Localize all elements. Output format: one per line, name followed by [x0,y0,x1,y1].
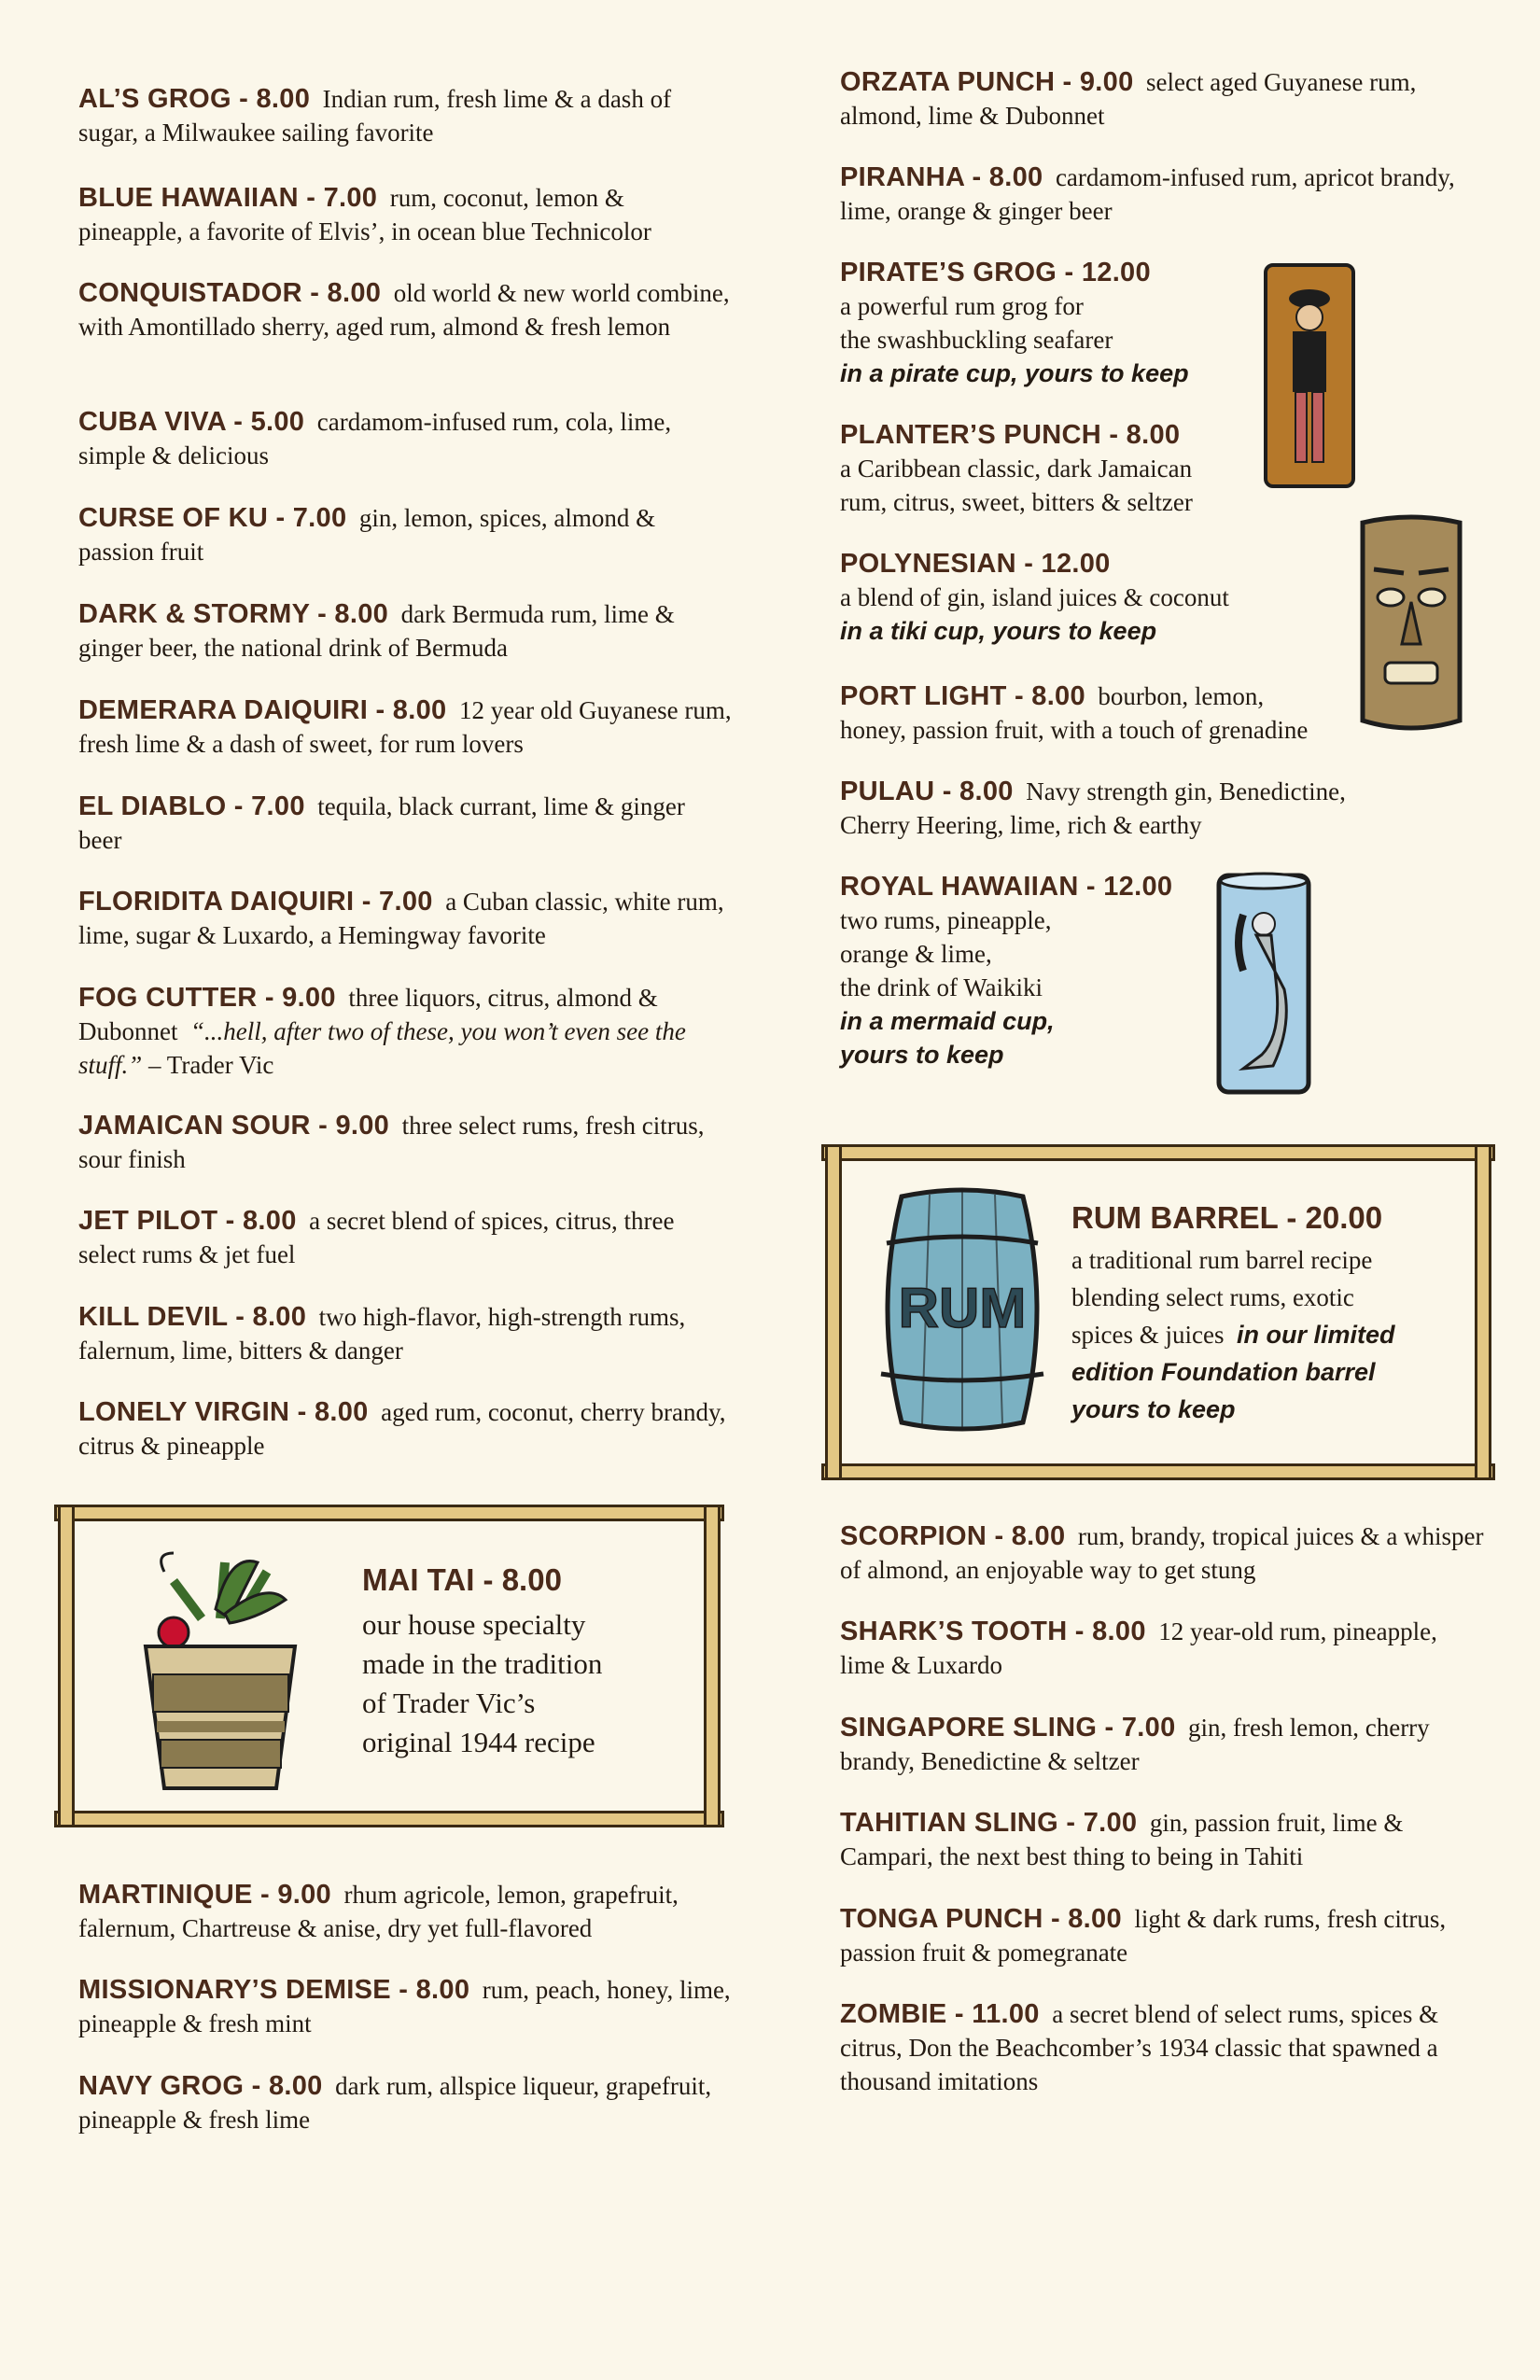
menu-item [78,501,732,568]
mai-tai-box [54,1505,724,1827]
drink-description: three liquors, citrus, almond & Dubonnet [78,984,658,1045]
drink-description: a Cuban classic, white rum, lime, sugar & Luxardo, a Hemingway favorite [78,888,724,949]
drink-description: light & dark rums, fresh citrus, passion fruit & pomegranate [840,1905,1447,1967]
menu-item [840,161,1484,228]
mai-tai-desc-line: our house specialty [362,1608,586,1641]
menu-item [78,276,732,343]
drink-name: PIRATE’S GROG - 12.00 [840,258,1151,287]
drink-description: rum, citrus, sweet, bitters & seltzer [840,488,1193,516]
rum-barrel-promo: edition Foundation barrel [1071,1358,1376,1386]
menu-item [78,405,732,472]
mai-tai-glass-icon [136,1544,304,1796]
bamboo-frame-bottom [54,1811,724,1827]
mai-tai-title: MAI TAI - 8.00 [362,1562,562,1597]
drink-description: 12 year old Guyanese rum, fresh lime & a dash of sweet, for rum lovers [78,696,732,758]
drink-description: cardamom-infused rum, apricot brandy, lime, orange & ginger beer [840,163,1455,225]
drink-name: JET PILOT - 8.00 [78,1206,297,1236]
drink-description: a powerful rum grog for [840,292,1084,320]
drink-name: JAMAICAN SOUR - 9.00 [78,1111,390,1141]
drink-description: 12 year-old rum, pineapple, lime & Luxardo [840,1617,1437,1679]
drink-description: dark rum, allspice liqueur, grapefruit, pineapple & fresh lime [78,2072,712,2134]
drink-description: a Caribbean classic, dark Jamaican [840,455,1193,483]
drink-promo: in a pirate cup, yours to keep [840,359,1189,387]
menu-item [78,181,732,248]
menu-item [78,885,732,952]
drink-name: KILL DEVIL - 8.00 [78,1302,307,1332]
drink-description: gin, fresh lemon, cherry brandy, Benedictine & seltzer [840,1714,1430,1775]
bamboo-frame-left [825,1144,842,1480]
drink-description: old world & new world combine, with Amontillado sherry, aged rum, almond & fresh lemon [78,279,730,341]
bamboo-frame-left [58,1505,75,1827]
drink-name: AL’S GROG - 8.00 [78,84,311,114]
drink-description: orange & lime, [840,940,992,968]
drink-name: ZOMBIE - 11.00 [840,1999,1040,2029]
mai-tai-desc-line: of Trader Vic’s [362,1687,536,1719]
drink-name: PULAU - 8.00 [840,777,1014,806]
mai-tai-desc-line: made in the tradition [362,1647,603,1680]
drink-promo: in a mermaid cup, [840,1007,1055,1035]
drink-description: tequila, black currant, lime & ginger beer [78,792,685,854]
menu-item [840,1711,1484,1778]
drink-name: PORT LIGHT - 8.00 [840,681,1085,711]
drink-name: BLUE HAWAIIAN - 7.00 [78,183,378,213]
menu-item [840,1615,1484,1682]
rum-barrel-desc: a traditional rum barrel recipe [1071,1246,1373,1274]
drink-description: the swashbuckling seafarer [840,326,1113,354]
drink-name: DARK & STORMY - 8.00 [78,599,389,629]
menu-item [78,2069,732,2136]
menu-item-royal-hawaiian [840,870,1213,1071]
bamboo-frame-top [821,1144,1495,1161]
tiki-cup-icon [1351,513,1471,737]
drink-name: ROYAL HAWAIIAN - 12.00 [840,872,1173,902]
drink-description: honey, passion fruit, with a touch of grenadine [840,716,1309,744]
rum-barrel-title: RUM BARREL - 20.00 [1071,1200,1383,1235]
bamboo-frame-bottom [821,1463,1495,1480]
menu-item [78,981,732,1082]
drink-name: FLORIDITA DAIQUIRI - 7.00 [78,887,433,917]
menu-item-planters-punch [840,418,1288,519]
drink-description: gin, lemon, spices, almond & passion fruit [78,504,656,566]
drink-name: CUBA VIVA - 5.00 [78,407,305,437]
drink-description: two rums, pineapple, [840,906,1052,934]
rum-barrel-promo: in our limited [1236,1321,1395,1349]
drink-quote: “...hell, after two of these, you won’t even see the stuff.” [78,1017,686,1079]
rum-barrel-box [821,1144,1495,1480]
rum-barrel-icon [874,1187,1051,1432]
rum-barrel-desc: spices & juices [1071,1321,1225,1349]
drink-description: the drink of Waikiki [840,973,1043,1001]
barrel-label: RUM [898,1277,1027,1339]
drink-name: SHARK’S TOOTH - 8.00 [840,1617,1146,1646]
drink-description: a secret blend of spices, citrus, three select rums & jet fuel [78,1207,675,1268]
drink-description: bourbon, lemon, [1098,682,1265,710]
drink-description: rum, coconut, lemon & pineapple, a favorite of Elvis’, in ocean blue Technicolor [78,184,651,245]
rum-barrel-promo: yours to keep [1071,1395,1236,1423]
menu-item [840,1519,1484,1587]
drink-description: rum, brandy, tropical juices & a whisper of almond, an enjoyable way to get stung [840,1522,1484,1584]
drink-description: aged rum, coconut, cherry brandy, citrus & pineapple [78,1398,726,1460]
drink-description: select aged Guyanese rum, almond, lime & Dubonnet [840,68,1417,130]
mai-tai-desc-line: original 1944 recipe [362,1726,595,1758]
drink-name: MARTINIQUE - 9.00 [78,1880,331,1910]
menu-item-port-light [840,679,1363,747]
drink-name: POLYNESIAN - 12.00 [840,549,1111,579]
drink-name: NAVY GROG - 8.00 [78,2071,323,2101]
menu-item [78,1878,732,1945]
drink-description: Cherry Heering, lime, rich & earthy [840,811,1202,839]
drink-name: TAHITIAN SLING - 7.00 [840,1808,1138,1838]
drink-description: a secret blend of select rums, spices & citrus, Don the Beachcomber’s 1934 classic that spawned a thousand imitations [840,2000,1439,2095]
drink-name: PLANTER’S PUNCH - 8.00 [840,420,1181,450]
drink-description: rum, peach, honey, lime, pineapple & fresh mint [78,1976,731,2037]
drink-description: cardamom-infused rum, cola, lime, simple & delicious [78,408,672,469]
drink-description: Navy strength gin, Benedictine, [1026,777,1346,805]
drink-name: CONQUISTADOR - 8.00 [78,278,382,308]
drink-description: dark Bermuda rum, lime & ginger beer, the national drink of Bermuda [78,600,675,662]
menu-item [78,1300,732,1367]
drink-name: DEMERARA DAIQUIRI - 8.00 [78,695,447,725]
menu-item [78,790,732,857]
drink-description: rhum agricole, lemon, grapefruit, falernum, Chartreuse & anise, dry yet full-flavored [78,1881,679,1942]
drink-promo: yours to keep [840,1041,1004,1069]
menu-item [78,1109,732,1176]
menu-item [78,1395,732,1463]
drink-description: three select rums, fresh citrus, sour finish [78,1112,705,1173]
drink-name: SINGAPORE SLING - 7.00 [840,1713,1176,1743]
drink-name: SCORPION - 8.00 [840,1521,1066,1551]
menu-item [840,1997,1484,2098]
menu-item-pirates-grog [840,256,1288,390]
menu-item [78,597,732,665]
bamboo-frame-right [704,1505,721,1827]
drink-description: gin, passion fruit, lime & Campari, the next best thing to being in Tahiti [840,1809,1404,1870]
menu-item [78,82,732,149]
rum-barrel-desc: blending select rums, exotic [1071,1283,1354,1311]
menu-item [840,1902,1484,1969]
drink-name: FOG CUTTER - 9.00 [78,983,336,1013]
drink-description: Indian rum, fresh lime & a dash of sugar, a Milwaukee sailing favorite [78,85,672,147]
menu-item [78,1204,732,1271]
mermaid-cup-icon [1215,868,1312,1098]
menu-item [840,1806,1484,1873]
drink-description: two high-flavor, high-strength rums, falernum, lime, bitters & danger [78,1303,686,1365]
drink-name: PIRANHA - 8.00 [840,162,1043,192]
drink-name: EL DIABLO - 7.00 [78,791,305,821]
drink-name: CURSE OF KU - 7.00 [78,503,347,533]
drink-promo: in a tiki cup, yours to keep [840,617,1157,645]
menu-item-polynesian [840,547,1363,648]
drink-name: ORZATA PUNCH - 9.00 [840,67,1134,97]
menu-item [78,693,732,761]
menu-item [78,1973,732,2040]
quote-attribution: – Trader Vic [148,1051,274,1079]
drink-name: LONELY VIRGIN - 8.00 [78,1397,369,1427]
menu-item-pulau [840,775,1484,842]
drink-name: TONGA PUNCH - 8.00 [840,1904,1122,1934]
drink-description: a blend of gin, island juices & coconut [840,583,1229,611]
bamboo-frame-top [54,1505,724,1521]
menu-item [840,65,1484,133]
drink-name: MISSIONARY’S DEMISE - 8.00 [78,1975,470,2005]
